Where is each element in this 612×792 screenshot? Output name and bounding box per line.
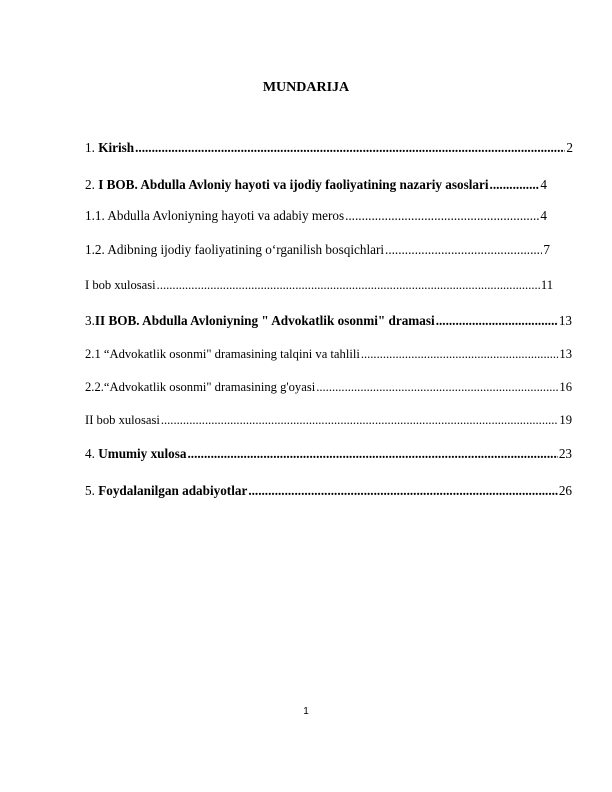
toc-entry-bob2[interactable] bbox=[85, 313, 572, 329]
toc-entry-label: 1.2. Adibning ijodiy faoliyatining o‘rganilish bosqichlari bbox=[85, 242, 385, 257]
toc-entry-page: 4 bbox=[540, 177, 547, 192]
toc-entry-bob2-xulosa[interactable] bbox=[85, 413, 572, 428]
dot-leader bbox=[316, 380, 558, 395]
dot-leader bbox=[157, 278, 540, 293]
toc-entry-page: 19 bbox=[559, 413, 572, 427]
toc-entry-label: 2.2.“Advokatlik osonmi" dramasining g'oyasi bbox=[85, 380, 316, 394]
toc-entry-adabiyotlar[interactable] bbox=[85, 483, 572, 499]
toc-entry-number: 1. bbox=[85, 140, 99, 155]
toc-entry-number: 4. bbox=[85, 446, 99, 461]
dot-leader bbox=[490, 177, 540, 193]
toc-entry-label: 1.1. Abdulla Avloniyning hayoti va adabiy meros bbox=[85, 208, 345, 223]
dot-leader bbox=[161, 413, 559, 428]
toc-entry-2-2[interactable] bbox=[85, 380, 572, 395]
toc-entry-bob1[interactable] bbox=[85, 177, 547, 193]
toc-entry-number: 2. bbox=[85, 177, 99, 192]
toc-entry-bob1-xulosa[interactable] bbox=[85, 278, 553, 293]
toc-entry-number: 3. bbox=[85, 313, 95, 328]
dot-leader bbox=[345, 208, 539, 224]
page-number: 1 bbox=[303, 706, 309, 717]
toc-entry-label: Umumiy xulosa bbox=[98, 446, 187, 461]
toc-entry-label: II bob xulosasi bbox=[85, 413, 160, 427]
toc-entry-label: I bob xulosasi bbox=[85, 278, 156, 292]
toc-entry-2-1[interactable] bbox=[85, 347, 572, 362]
toc-entry-page: 16 bbox=[559, 380, 572, 394]
dot-leader bbox=[361, 347, 559, 362]
dot-leader bbox=[436, 313, 558, 329]
page-title: MUNDARIJA bbox=[262, 80, 350, 95]
toc-entry-page: 4 bbox=[540, 208, 547, 223]
dot-leader bbox=[248, 483, 558, 499]
toc-entry-label: Foydalanilgan adabiyotlar bbox=[98, 483, 248, 498]
toc-entry-number: 5. bbox=[85, 483, 99, 498]
toc-entry-label: I BOB. Abdulla Avloniy hayoti va ijodiy faoliyatining nazariy asoslari bbox=[98, 177, 489, 192]
toc-entry-label: 2.1 “Advokatlik osonmi" dramasining talqini va tahlili bbox=[85, 347, 360, 361]
toc-entry-page: 13 bbox=[559, 347, 572, 361]
toc-entry-umumiy-xulosa[interactable] bbox=[85, 446, 572, 462]
toc-entry-label: II BOB. Abdulla Avloniyning " Advokatlik osonmi" dramasi bbox=[94, 313, 435, 328]
dot-leader bbox=[187, 446, 557, 462]
toc-entry-page: 2 bbox=[566, 140, 573, 155]
toc-entry-1-2[interactable] bbox=[85, 242, 550, 258]
toc-entry-1-1[interactable] bbox=[85, 208, 547, 224]
toc-entry-page: 11 bbox=[540, 278, 553, 292]
dot-leader bbox=[385, 242, 542, 258]
toc-entry-page: 23 bbox=[558, 446, 572, 461]
toc-entry-page: 7 bbox=[543, 242, 550, 257]
toc-entry-page: 13 bbox=[558, 313, 572, 328]
toc-entry-page: 26 bbox=[558, 483, 572, 498]
dot-leader bbox=[135, 140, 565, 156]
toc-entry-kirish[interactable] bbox=[85, 140, 573, 156]
toc-entry-label: Kirish bbox=[98, 140, 135, 155]
